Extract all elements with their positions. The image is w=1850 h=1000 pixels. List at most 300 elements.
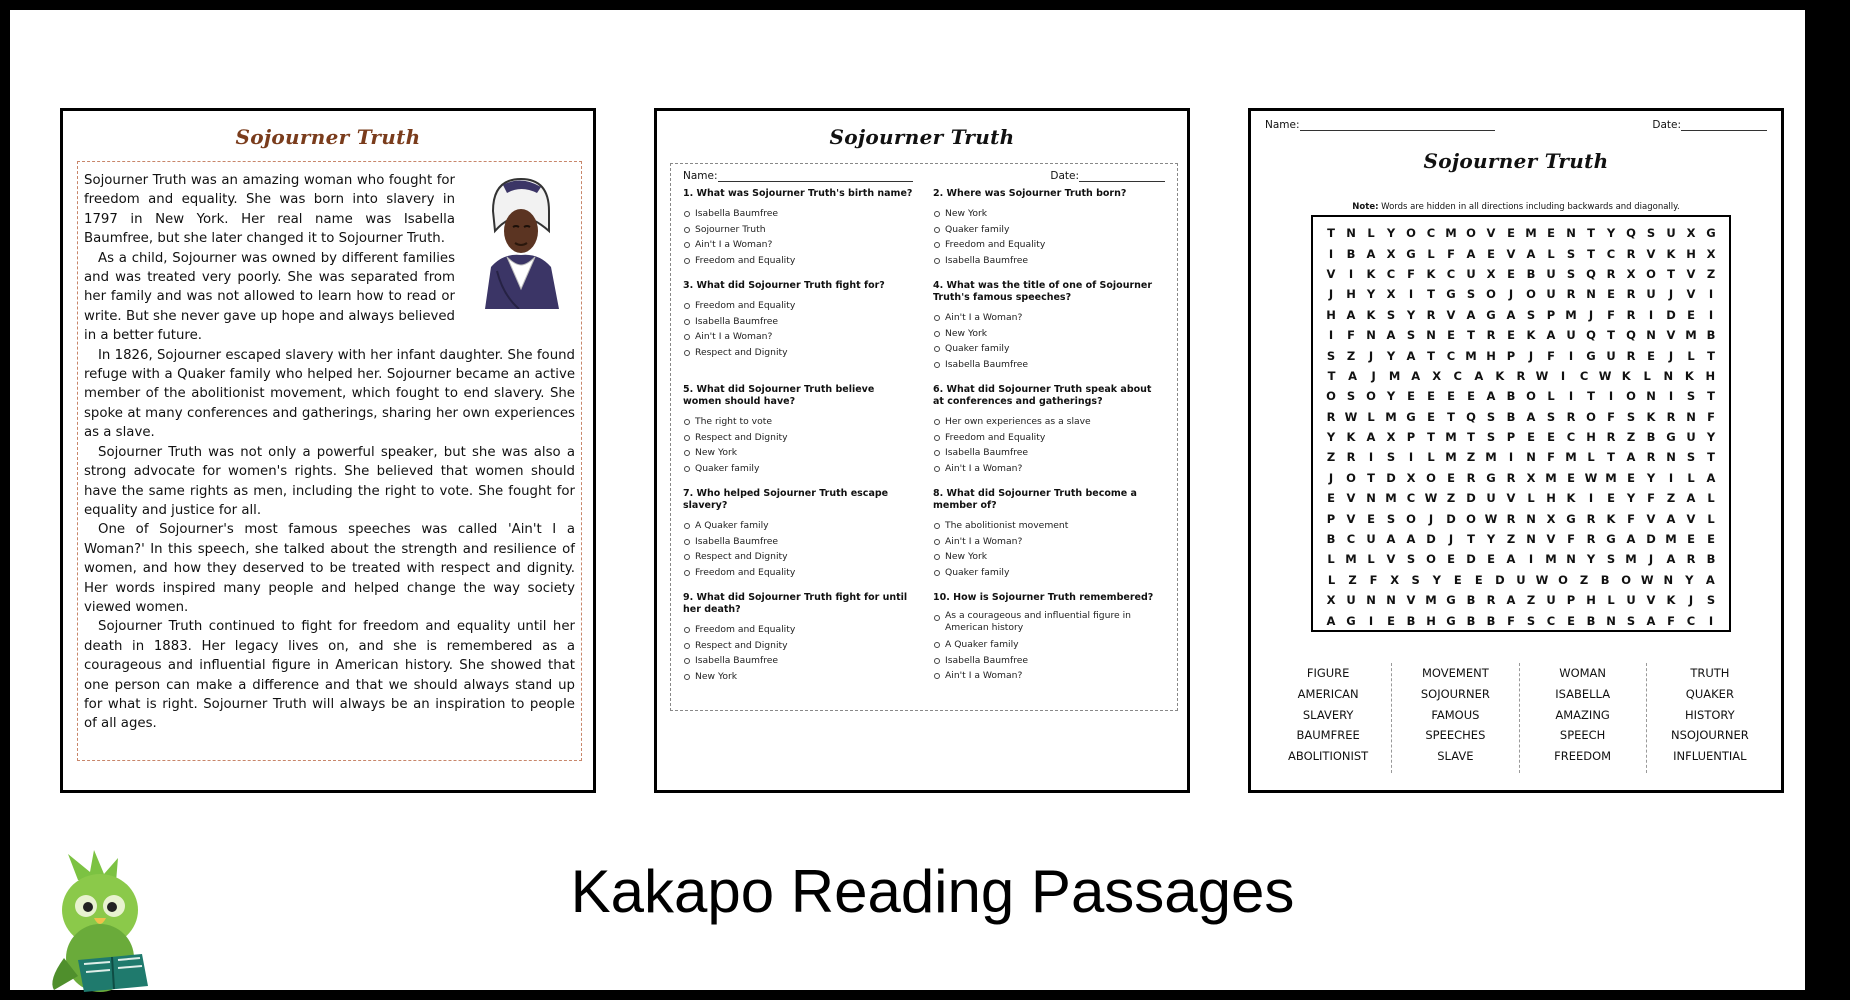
grid-letter: A <box>1386 328 1396 343</box>
grid-letter: O <box>1558 572 1568 587</box>
grid-row <box>1321 243 1721 263</box>
grid-letter: W <box>1640 572 1654 587</box>
grid-letter: K <box>1366 307 1376 322</box>
grid-letter: S <box>1406 328 1416 343</box>
grid-letter: X <box>1390 572 1400 587</box>
grid-letter: D <box>1426 532 1436 547</box>
grid-letter: G <box>1666 430 1676 445</box>
word-list-item: SLAVERY <box>1302 707 1354 722</box>
answer-option[interactable]: As a courageous and influential figure in American history <box>933 610 1165 634</box>
grid-letter: S <box>1686 389 1696 404</box>
grid-letter: O <box>1466 226 1476 241</box>
answer-option[interactable]: New York <box>933 206 1165 222</box>
letter-grid <box>1311 215 1731 632</box>
grid-letter: B <box>1526 266 1536 281</box>
grid-letter: W <box>1535 572 1549 587</box>
grid-letter: X <box>1546 511 1556 526</box>
grid-letter: M <box>1385 409 1397 424</box>
word-list-item: TRUTH <box>1690 666 1730 680</box>
grid-letter: I <box>1408 450 1414 465</box>
name-label: Name: <box>683 170 718 182</box>
grid-letter: O <box>1326 389 1336 404</box>
grid-letter: L <box>1687 348 1695 363</box>
grid-letter: P <box>1506 348 1516 363</box>
grid-letter: C <box>1406 491 1416 506</box>
word-search-title: Sojourner Truth <box>1423 149 1609 173</box>
word-column-1 <box>1265 663 1392 773</box>
grid-letter: E <box>1427 389 1435 404</box>
grid-letter: I <box>1668 470 1674 485</box>
answer-option[interactable]: Sojourner Truth <box>683 222 915 238</box>
grid-letter: F <box>1547 450 1555 465</box>
grid-letter: O <box>1621 572 1632 587</box>
grid-letter: T <box>1587 226 1595 241</box>
answer-option[interactable]: Respect and Dignity <box>683 638 915 654</box>
brand-title: Kakapo Reading Passages <box>570 858 1295 925</box>
passage-title: Sojourner Truth <box>235 125 421 149</box>
grid-letter: O <box>1346 470 1356 485</box>
grid-letter: A <box>1686 491 1696 506</box>
answer-option[interactable]: Isabella Baumfree <box>683 314 915 330</box>
passage-paragraph-5: One of Sojourner's most famous speeches was called 'Ain't I a Woman?' In this speech, she talked about the strength and resilience of women, and how they deserved to be treated with respect and dignity. Her words inspired many people and helped change the way society viewed women. <box>84 522 575 615</box>
answer-option[interactable]: Ain't I a Woman? <box>933 668 1165 684</box>
answer-option[interactable]: Isabella Baumfree <box>933 253 1165 269</box>
grid-letter: Y <box>1432 572 1441 587</box>
grid-letter: R <box>1646 450 1656 465</box>
word-list <box>1265 663 1773 773</box>
grid-letter: U <box>1546 287 1556 302</box>
name-date-row <box>683 170 1165 182</box>
grid-letter: S <box>1566 266 1576 281</box>
answer-option[interactable]: Isabella Baumfree <box>933 445 1165 461</box>
grid-letter: A <box>1526 246 1536 261</box>
grid-letter: S <box>1626 409 1636 424</box>
grid-letter: L <box>1587 450 1595 465</box>
grid-letter: E <box>1547 226 1555 241</box>
grid-letter: A <box>1486 389 1496 404</box>
grid-letter: A <box>1626 532 1636 547</box>
grid-letter: E <box>1607 491 1615 506</box>
grid-letter: Z <box>1466 450 1476 465</box>
grid-letter: T <box>1467 532 1475 547</box>
word-column-3 <box>1520 663 1647 773</box>
word-list-item: SOJOURNER <box>1420 686 1490 701</box>
answer-option[interactable]: Freedom and Equality <box>683 622 915 638</box>
date-field[interactable] <box>1050 170 1165 182</box>
grid-letter: E <box>1447 470 1455 485</box>
answer-option[interactable]: The right to vote <box>683 414 915 430</box>
grid-letter: A <box>1526 409 1536 424</box>
grid-letter: I <box>1568 389 1574 404</box>
answer-option[interactable]: Quaker family <box>933 565 1165 581</box>
grid-letter: L <box>1607 593 1615 608</box>
grid-letter: E <box>1507 226 1515 241</box>
grid-letter: V <box>1486 226 1496 241</box>
grid-letter: H <box>1326 307 1336 322</box>
grid-letter: G <box>1586 348 1596 363</box>
grid-letter: V <box>1666 328 1676 343</box>
grid-letter: F <box>1607 307 1615 322</box>
grid-letter: E <box>1367 511 1375 526</box>
grid-letter: S <box>1706 593 1716 608</box>
answer-option[interactable]: Ain't I a Woman? <box>933 534 1165 550</box>
grid-letter: X <box>1486 266 1496 281</box>
answer-option[interactable]: Freedom and Equality <box>933 430 1165 446</box>
grid-letter: P <box>1506 430 1516 445</box>
grid-letter: B <box>1586 613 1596 628</box>
grid-letter: C <box>1686 613 1696 628</box>
passage-box <box>77 161 582 761</box>
grid-letter: R <box>1466 470 1476 485</box>
grid-letter: T <box>1587 246 1595 261</box>
word-search-sheet <box>1248 108 1784 793</box>
word-list-item: NSOJOURNER <box>1671 728 1749 743</box>
grid-letter: A <box>1506 307 1516 322</box>
grid-letter: X <box>1386 287 1396 302</box>
answer-option[interactable]: New York <box>683 445 915 461</box>
grid-letter: E <box>1447 389 1455 404</box>
grid-letter: Q <box>1586 328 1596 343</box>
grid-letter: E <box>1507 266 1515 281</box>
grid-letter: B <box>1600 572 1610 587</box>
date-label: Date: <box>1050 170 1079 182</box>
grid-letter: B <box>1326 532 1336 547</box>
grid-letter: S <box>1386 307 1396 322</box>
note-text: Words are hidden in all directions including backwards and diagonally. <box>1378 202 1680 212</box>
grid-letter: U <box>1486 491 1496 506</box>
grid-letter: A <box>1366 246 1376 261</box>
word-list-item: SLAVE <box>1437 749 1474 764</box>
quiz-question-10 <box>933 592 1165 684</box>
answer-option[interactable]: Ain't I a Woman? <box>683 329 915 345</box>
grid-letter: S <box>1606 552 1616 567</box>
grid-letter: X <box>1706 246 1716 261</box>
answer-option[interactable]: Ain't I a Woman? <box>933 461 1165 477</box>
grid-letter: G <box>1566 511 1576 526</box>
grid-letter: J <box>1668 348 1674 363</box>
grid-letter: S <box>1386 450 1396 465</box>
answer-option[interactable]: Quaker family <box>933 341 1165 357</box>
passage-paragraph-6: Sojourner Truth continued to fight for freedom and equality until her death in 1883. Her legacy lives on, and she is remembered as a courageous and influential figure in American history. She showed that one person can make a difference and that we should always stand up for what is right. Sojourner Truth will always be an inspiration to people of all ages. <box>84 619 575 732</box>
grid-letter: Y <box>1606 226 1616 241</box>
grid-letter: A <box>1474 368 1484 383</box>
grid-letter: E <box>1567 613 1575 628</box>
answer-option[interactable]: Freedom and Equality <box>683 253 915 269</box>
grid-letter: U <box>1626 593 1636 608</box>
answer-option[interactable]: New York <box>683 669 915 685</box>
grid-letter: R <box>1516 368 1526 383</box>
word-list-item: SPEECHES <box>1425 728 1486 743</box>
grid-letter: D <box>1446 511 1456 526</box>
grid-letter: E <box>1527 430 1535 445</box>
answer-option[interactable]: Respect and Dignity <box>683 549 915 565</box>
grid-letter: F <box>1369 572 1378 587</box>
grid-letter: I <box>1508 450 1514 465</box>
grid-letter: R <box>1626 307 1636 322</box>
grid-letter: A <box>1466 246 1476 261</box>
grid-letter: A <box>1411 368 1421 383</box>
grid-letter: X <box>1386 246 1396 261</box>
grid-letter: P <box>1326 511 1336 526</box>
grid-letter: Z <box>1506 532 1516 547</box>
grid-letter: F <box>1627 511 1635 526</box>
grid-letter: W <box>1598 368 1612 383</box>
grid-letter: H <box>1686 246 1696 261</box>
grid-letter: F <box>1447 246 1455 261</box>
quiz-question-5 <box>683 384 915 476</box>
word-search-note <box>1251 202 1781 212</box>
grid-letter: Z <box>1579 572 1589 587</box>
grid-letter: K <box>1495 368 1505 383</box>
grid-letter: K <box>1426 266 1436 281</box>
grid-letter: J <box>1528 348 1534 363</box>
grid-letter: A <box>1626 450 1636 465</box>
grid-letter: V <box>1346 511 1356 526</box>
grid-letter: H <box>1705 368 1716 383</box>
answer-option[interactable]: A Quaker family <box>933 637 1165 653</box>
word-list-item: INFLUENTIAL <box>1673 749 1747 764</box>
grid-letter: X <box>1526 470 1536 485</box>
grid-row <box>1321 366 1721 386</box>
grid-letter: O <box>1486 287 1496 302</box>
grid-letter: B <box>1706 552 1716 567</box>
grid-letter: T <box>1707 348 1715 363</box>
grid-letter: N <box>1426 328 1436 343</box>
grid-row <box>1321 488 1721 508</box>
grid-letter: J <box>1508 287 1514 302</box>
grid-letter: T <box>1427 287 1435 302</box>
answer-option[interactable]: Freedom and Equality <box>683 565 915 581</box>
answer-option[interactable]: Quaker family <box>683 461 915 477</box>
answer-option[interactable]: The abolitionist movement <box>933 518 1165 534</box>
grid-letter: B <box>1486 613 1496 628</box>
word-list-item: AMAZING <box>1555 707 1610 722</box>
grid-letter: A <box>1706 470 1716 485</box>
date-field[interactable] <box>1652 119 1767 131</box>
grid-row <box>1321 508 1721 528</box>
grid-letter: E <box>1627 470 1635 485</box>
question-text: 1. What was Sojourner Truth's birth name? <box>683 188 913 199</box>
grid-letter: T <box>1467 430 1475 445</box>
grid-letter: G <box>1706 226 1716 241</box>
grid-letter: T <box>1367 470 1375 485</box>
grid-letter: V <box>1646 511 1656 526</box>
grid-letter: E <box>1507 328 1515 343</box>
grid-letter: R <box>1346 450 1356 465</box>
quiz-sheet <box>654 108 1190 793</box>
grid-letter: T <box>1707 389 1715 404</box>
grid-letter: K <box>1566 491 1576 506</box>
grid-letter: L <box>1327 572 1336 587</box>
grid-letter: A <box>1366 430 1376 445</box>
answer-option[interactable]: Isabella Baumfree <box>933 357 1165 373</box>
answer-option[interactable]: Her own experiences as a slave <box>933 414 1165 430</box>
quiz-question-8 <box>933 488 1165 580</box>
grid-letter: M <box>1565 450 1577 465</box>
grid-letter: A <box>1705 572 1715 587</box>
grid-letter: U <box>1606 348 1616 363</box>
grid-letter: C <box>1426 226 1436 241</box>
word-list-item: SPEECH <box>1559 728 1606 743</box>
grid-letter: R <box>1686 552 1696 567</box>
answer-option[interactable]: A Quaker family <box>683 518 915 534</box>
grid-letter: R <box>1506 511 1516 526</box>
answer-option[interactable]: New York <box>933 326 1165 342</box>
answer-option[interactable]: Ain't I a Woman? <box>933 310 1165 326</box>
grid-letter: B <box>1466 613 1476 628</box>
grid-letter: I <box>1348 266 1354 281</box>
grid-letter: T <box>1467 328 1475 343</box>
grid-letter: N <box>1646 389 1656 404</box>
answer-option[interactable]: Isabella Baumfree <box>683 206 915 222</box>
grid-letter: G <box>1486 470 1496 485</box>
grid-letter: J <box>1448 532 1454 547</box>
page-canvas <box>10 10 1805 990</box>
grid-letter: G <box>1406 246 1416 261</box>
grid-letter: H <box>1346 287 1356 302</box>
grid-letter: U <box>1566 328 1576 343</box>
grid-letter: A <box>1406 532 1416 547</box>
grid-letter: H <box>1586 593 1596 608</box>
passage-paragraph-3: In 1826, Sojourner escaped slavery with her infant daughter. She found refuge with a Quaker family who helped her. Sojourner became an active member of the abolitionist movement, which fought to end slavery. She spoke at many conferences and gatherings, sharing her own experiences as a slave. <box>84 347 575 441</box>
passage-paragraph-2: As a child, Sojourner was owned by different families and was treated very poorly. She was separated from her family and was not allowed to learn how to read or write. But she never gave up hope and always believed in a better future. <box>84 250 455 344</box>
grid-letter: N <box>1366 491 1376 506</box>
grid-letter: R <box>1486 328 1496 343</box>
answer-option[interactable]: Quaker family <box>933 222 1165 238</box>
grid-letter: N <box>1366 328 1376 343</box>
grid-letter: M <box>1685 328 1697 343</box>
answer-option[interactable]: Isabella Baumfree <box>683 534 915 550</box>
grid-letter: O <box>1406 226 1416 241</box>
grid-letter: N <box>1526 511 1536 526</box>
question-text: 9. What did Sojourner Truth fight for until her death? <box>683 592 908 615</box>
grid-letter: Y <box>1646 470 1656 485</box>
quiz-title: Sojourner Truth <box>829 125 1015 149</box>
grid-letter: S <box>1626 613 1636 628</box>
grid-letter: S <box>1346 389 1356 404</box>
grid-letter: A <box>1326 613 1336 628</box>
reading-passage-sheet <box>60 108 596 793</box>
grid-letter: M <box>1665 532 1677 547</box>
answer-option[interactable]: Respect and Dignity <box>683 345 915 361</box>
grid-letter: N <box>1386 593 1396 608</box>
grid-letter: O <box>1406 511 1416 526</box>
grid-row <box>1321 386 1721 406</box>
grid-letter: R <box>1566 287 1576 302</box>
grid-letter: F <box>1567 532 1575 547</box>
grid-letter: P <box>1566 593 1576 608</box>
grid-letter: A <box>1506 593 1516 608</box>
grid-letter: U <box>1346 593 1356 608</box>
name-field[interactable] <box>1265 119 1495 131</box>
answer-option[interactable]: Freedom and Equality <box>683 298 915 314</box>
grid-letter: F <box>1407 266 1415 281</box>
grid-letter: C <box>1566 430 1576 445</box>
grid-letter: E <box>1487 552 1495 567</box>
grid-letter: E <box>1474 572 1483 587</box>
answer-option[interactable]: Freedom and Equality <box>933 237 1165 253</box>
grid-letter: Z <box>1326 450 1336 465</box>
grid-letter: Q <box>1626 328 1636 343</box>
grid-letter: G <box>1446 613 1456 628</box>
grid-letter: U <box>1686 430 1696 445</box>
grid-letter: X <box>1406 470 1416 485</box>
answer-option[interactable]: New York <box>933 549 1165 565</box>
grid-letter: V <box>1646 593 1656 608</box>
grid-letter: B <box>1506 389 1516 404</box>
grid-letter: P <box>1546 307 1556 322</box>
portrait-illustration <box>463 171 571 309</box>
grid-letter: J <box>1371 368 1376 383</box>
grid-letter: N <box>1346 226 1356 241</box>
grid-letter: R <box>1626 246 1636 261</box>
grid-letter: A <box>1406 348 1416 363</box>
grid-letter: M <box>1445 226 1457 241</box>
grid-letter: L <box>1547 389 1555 404</box>
grid-letter: E <box>1327 491 1335 506</box>
grid-letter: S <box>1526 307 1536 322</box>
answer-option[interactable]: Isabella Baumfree <box>683 653 915 669</box>
grid-letter: E <box>1607 287 1615 302</box>
grid-letter: N <box>1566 552 1576 567</box>
grid-letter: D <box>1666 307 1676 322</box>
grid-row <box>1321 529 1721 549</box>
grid-letter: S <box>1466 287 1476 302</box>
grid-letter: E <box>1467 389 1475 404</box>
grid-letter: W <box>1424 491 1438 506</box>
answer-option[interactable]: Isabella Baumfree <box>933 653 1165 669</box>
grid-letter: G <box>1446 593 1456 608</box>
grid-letter: R <box>1626 348 1636 363</box>
grid-letter: M <box>1425 593 1437 608</box>
grid-letter: E <box>1447 328 1455 343</box>
grid-letter: M <box>1625 552 1637 567</box>
grid-letter: M <box>1445 430 1457 445</box>
grid-letter: L <box>1707 491 1715 506</box>
grid-letter: U <box>1546 593 1556 608</box>
grid-letter: I <box>1708 613 1714 628</box>
question-text: 6. What did Sojourner Truth speak about at conferences and gatherings? <box>933 384 1152 407</box>
grid-letter: O <box>1646 266 1656 281</box>
grid-letter: Z <box>1626 430 1636 445</box>
grid-letter: G <box>1486 307 1496 322</box>
grid-letter: E <box>1487 246 1495 261</box>
grid-letter: F <box>1647 491 1655 506</box>
grid-letter: G <box>1346 613 1356 628</box>
grid-letter: T <box>1607 328 1615 343</box>
grid-letter: X <box>1686 226 1696 241</box>
grid-letter: I <box>1708 307 1714 322</box>
answer-option[interactable]: Ain't I a Woman? <box>683 237 915 253</box>
name-field[interactable] <box>683 170 913 182</box>
grid-letter: H <box>1486 348 1496 363</box>
grid-letter: M <box>1345 552 1357 567</box>
grid-letter: J <box>1428 511 1434 526</box>
grid-letter: Y <box>1586 552 1596 567</box>
grid-letter: O <box>1366 389 1376 404</box>
grid-letter: Z <box>1526 593 1536 608</box>
grid-letter: X <box>1432 368 1442 383</box>
grid-letter: V <box>1686 511 1696 526</box>
grid-letter: T <box>1707 450 1715 465</box>
grid-letter: D <box>1466 552 1476 567</box>
grid-letter: G <box>1446 287 1456 302</box>
grid-letter: F <box>1547 348 1555 363</box>
grid-letter: V <box>1406 593 1416 608</box>
grid-letter: A <box>1646 613 1656 628</box>
word-column-4 <box>1647 663 1773 773</box>
answer-option[interactable]: Respect and Dignity <box>683 430 915 446</box>
